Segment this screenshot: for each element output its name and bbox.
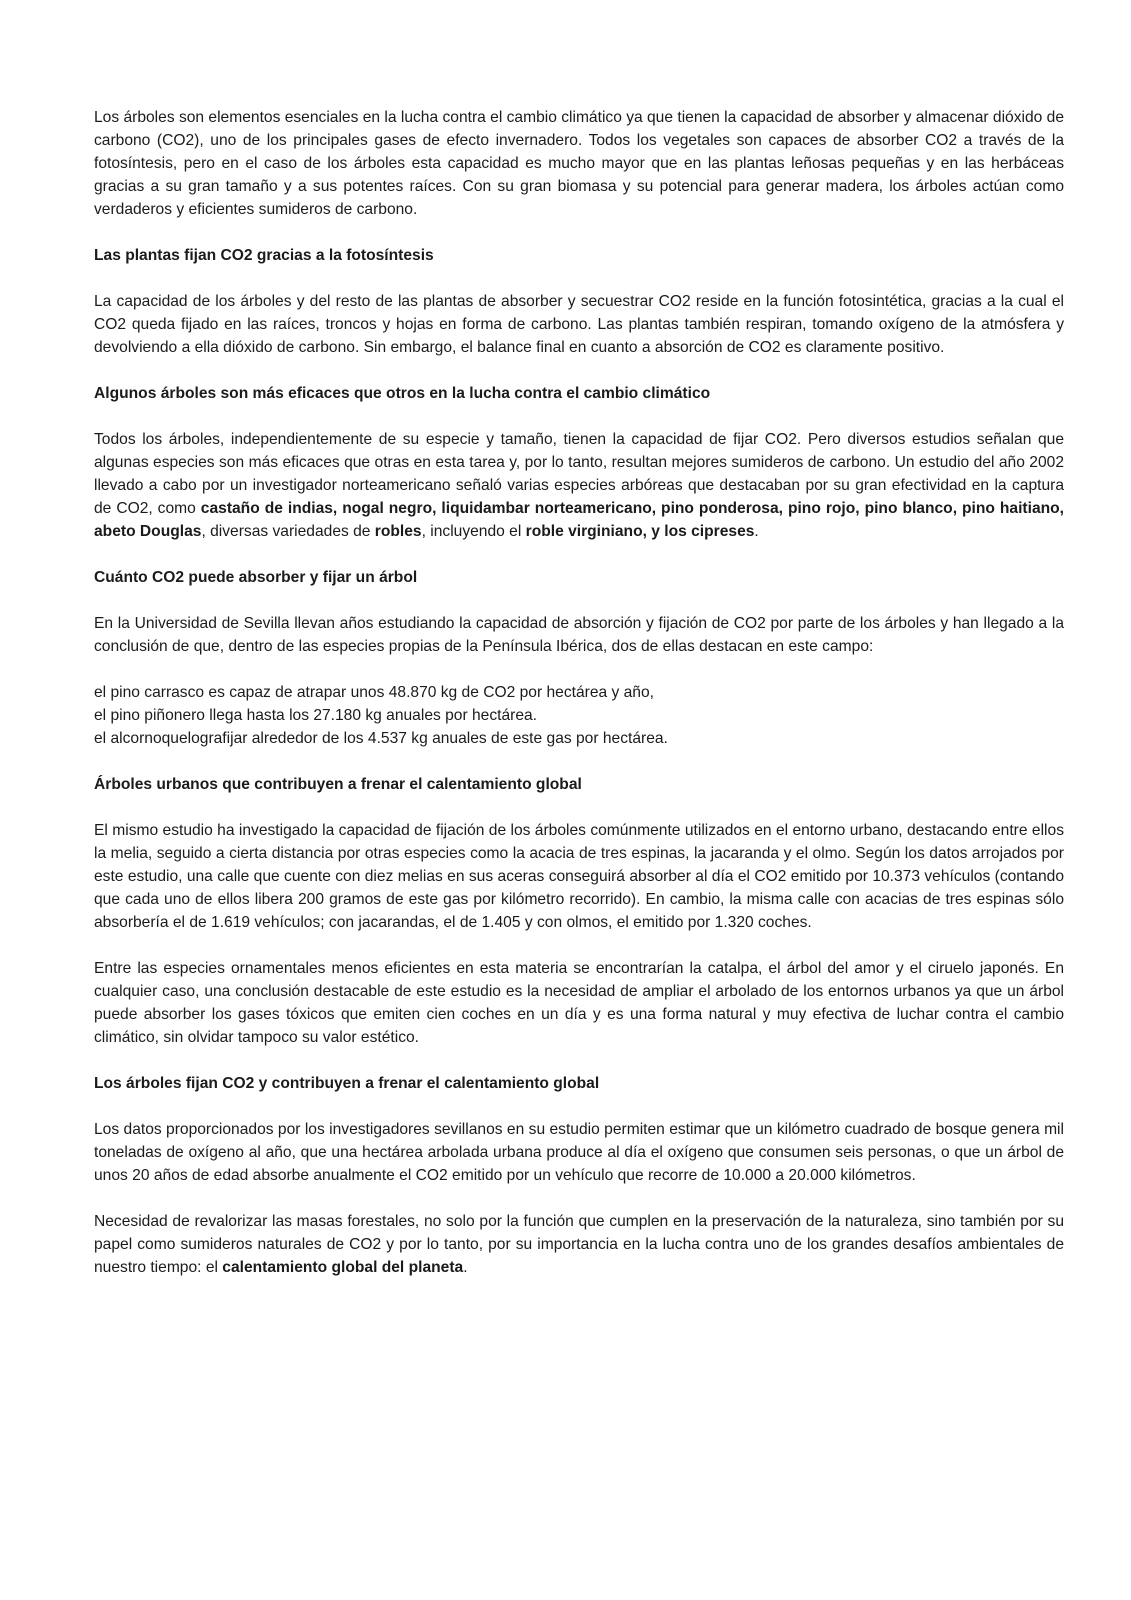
efficient-trees-text-d: . [754, 523, 759, 540]
intro-paragraph: Los árboles son elementos esenciales en la lucha contra el cambio climático ya que tienen la capacidad de absorber y almacenar dióxido de carbono (CO2), uno de los principales gases de efecto invernadero. Todos los vegetales son capaces de absorber CO2 a través de la fotosíntesis, pero en el caso de los árboles esta capacidad es mucho mayor que en las plantas leñosas pequeñas y en las herbáceas gracias a su gran tamaño y a sus potentes raíces. Con su gran biomasa y su potencial para generar madera, los árboles actúan como verdaderos y eficientes sumideros de carbono. [94, 109, 1064, 218]
robles-bold: robles [374, 523, 422, 540]
efficient-trees-text-a: Todos los árboles, independientemente de su especie y tamaño, tienen la capacidad de fijar CO2. Pero diversos estudios señalan que algunas especies son más eficaces que otras en esta tarea y, por lo tanto, resultan mejores sumideros de carbono. Un estudio del año 2002 llevado a cabo por un investigador norteamericano señaló varias especies arbóreas que destacaban por su gran efectividad en la captura de CO2, como [94, 431, 1064, 517]
trees-fix-co2-paragraph-2 [94, 1210, 1064, 1279]
list-item: el pino carrasco es capaz de atrapar unos 48.870 kg de CO2 por hectárea y año, [94, 684, 654, 701]
closing-period: . [463, 1259, 468, 1276]
list-item: el pino piñonero llega hasta los 27.180 kg anuales por hectárea. [94, 707, 538, 724]
global-warming-bold: calentamiento global del planeta [222, 1259, 464, 1276]
urban-trees-paragraph-2: Entre las especies ornamentales menos eficientes en esta materia se encontrarían la catalpa, el árbol del amor y el ciruelo japonés. En cualquier caso, una conclusión destacable de este estudio es la necesidad de ampliar el arbolado de los entornos urbanos ya que un árbol puede absorber los gases tóxicos que emiten cien coches en un día y es una forma natural y muy efectiva de luchar contra el cambio climático, sin olvidar tampoco su valor estético. [94, 960, 1064, 1046]
urban-trees-paragraph-1: El mismo estudio ha investigado la capacidad de fijación de los árboles comúnmente utilizados en el entorno urbano, destacando entre ellos la melia, seguido a cierta distancia por otras especies como la acacia de tres espinas, la jacaranda y el olmo. Según los datos arrojados por este estudio, una calle que cuente con diez melias en sus aceras conseguirá absorber al día el CO2 emitido por 10.373 vehículos (contando que cada uno de ellos libera 200 gramos de este gas por kilómetro recorrido). En cambio, la misma calle con acacias de tres espinas sólo absorbería el de 1.619 vehículos; con jacarandas, el de 1.405 y con olmos, el emitido por 1.320 coches. [94, 822, 1064, 931]
section-heading-trees-fix-co2: Los árboles fijan CO2 y contribuyen a frenar el calentamiento global [94, 1075, 600, 1092]
section-heading-urban-trees: Árboles urbanos que contribuyen a frenar el calentamiento global [94, 776, 582, 793]
section-heading-co2-absorption: Cuánto CO2 puede absorber y fijar un árbol [94, 569, 418, 586]
closing-text: Necesidad de revalorizar las masas forestales, no solo por la función que cumplen en la preservación de la naturaleza, sino también por su papel como sumideros naturales de CO2 y por lo tanto, por su importancia en la lucha contra uno de los grandes desafíos ambientales de nuestro tiempo: el [94, 1213, 1064, 1276]
list-item: el alcornoquelografijar alrededor de los 4.537 kg anuales de este gas por hectárea. [94, 730, 668, 747]
section-heading-photosynthesis: Las plantas fijan CO2 gracias a la fotosíntesis [94, 247, 434, 264]
species-absorption-list [94, 681, 1064, 750]
co2-absorption-paragraph: En la Universidad de Sevilla llevan años estudiando la capacidad de absorción y fijación de CO2 por parte de los árboles y han llegado a la conclusión de que, dentro de las especies propias de la Península Ibérica, dos de ellas destacan en este campo: [94, 615, 1064, 655]
document-body [94, 106, 1064, 1302]
section-heading-efficient-trees: Algunos árboles son más eficaces que otros en la lucha contra el cambio climático [94, 385, 711, 402]
efficient-trees-paragraph [94, 428, 1064, 543]
species-list-bold: castaño de indias, nogal negro, liquidambar norteamericano, pino ponderosa, pino rojo, pino blanco, pino haitiano, abeto Douglas [94, 500, 1064, 540]
efficient-trees-text-b: , diversas variedades de [201, 523, 375, 540]
photosynthesis-paragraph: La capacidad de los árboles y del resto de las plantas de absorber y secuestrar CO2 reside en la función fotosintética, gracias a la cual el CO2 queda fijado en las raíces, troncos y hojas en forma de carbono. Las plantas también respiran, tomando oxígeno de la atmósfera y devolviendo a ella dióxido de carbono. Sin embargo, el balance final en cuanto a absorción de CO2 es claramente positivo. [94, 293, 1064, 356]
trees-fix-co2-paragraph-1: Los datos proporcionados por los investigadores sevillanos en su estudio permiten estimar que un kilómetro cuadrado de bosque genera mil toneladas de oxígeno al año, que una hectárea arbolada urbana produce al día el oxígeno que consumen seis personas, o que un árbol de unos 20 años de edad absorbe anualmente el CO2 emitido por un vehículo que recorre de 10.000 a 20.000 kilómetros. [94, 1121, 1064, 1184]
roble-virginiano-bold: roble virginiano, y los cipreses [525, 523, 755, 540]
efficient-trees-text-c: , incluyendo el [421, 523, 526, 540]
